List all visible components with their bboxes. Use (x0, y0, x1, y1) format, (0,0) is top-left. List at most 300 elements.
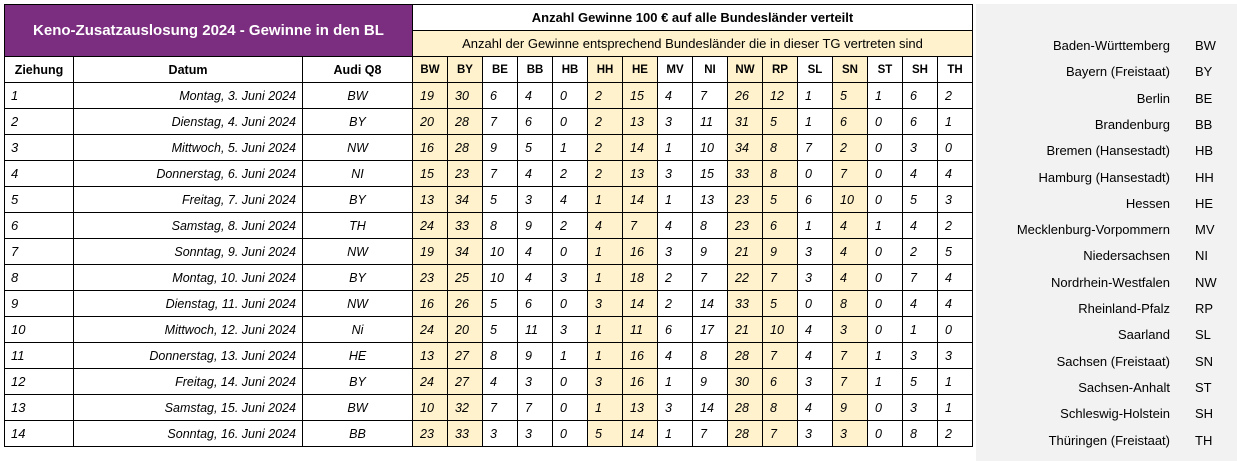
cell-state-value[interactable]: 7 (763, 421, 798, 447)
cell-datum[interactable]: Dienstag, 4. Juni 2024 (74, 109, 303, 135)
cell-state-value[interactable]: 12 (763, 83, 798, 109)
column-header-state[interactable]: BB (518, 57, 553, 83)
cell-state-value[interactable]: 2 (588, 83, 623, 109)
cell-state-value[interactable]: 0 (868, 239, 903, 265)
cell-audi[interactable]: BY (303, 187, 413, 213)
cell-state-value[interactable]: 26 (728, 83, 763, 109)
column-header-state[interactable]: RP (763, 57, 798, 83)
cell-state-value[interactable]: 3 (833, 421, 868, 447)
cell-state-value[interactable]: 17 (693, 317, 728, 343)
cell-state-value[interactable]: 6 (798, 187, 833, 213)
legend-state-code: SL (1195, 327, 1211, 343)
cell-state-value[interactable]: 14 (693, 291, 728, 317)
cell-state-value[interactable]: 5 (938, 239, 973, 265)
cell-state-value[interactable]: 4 (518, 265, 553, 291)
legend-state-code: BE (1195, 90, 1213, 106)
cell-state-value[interactable]: 3 (483, 421, 518, 447)
cell-state-value[interactable]: 5 (833, 83, 868, 109)
cell-state-value[interactable]: 9 (693, 369, 728, 395)
cell-state-value[interactable]: 34 (728, 135, 763, 161)
cell-state-value[interactable]: 7 (693, 421, 728, 447)
cell-ziehung[interactable]: 2 (5, 109, 74, 135)
cell-audi[interactable]: NI (303, 161, 413, 187)
cell-state-value[interactable]: 21 (728, 239, 763, 265)
cell-state-value[interactable]: 2 (938, 213, 973, 239)
column-header-state[interactable]: ST (868, 57, 903, 83)
cell-state-value[interactable]: 7 (483, 161, 518, 187)
cell-state-value[interactable]: 28 (448, 135, 483, 161)
cell-state-value[interactable]: 9 (518, 343, 553, 369)
cell-state-value[interactable]: 0 (553, 395, 588, 421)
cell-audi[interactable]: NW (303, 291, 413, 317)
cell-datum[interactable]: Mittwoch, 5. Juni 2024 (74, 135, 303, 161)
cell-audi[interactable]: BY (303, 265, 413, 291)
cell-audi[interactable]: TH (303, 213, 413, 239)
cell-state-value[interactable]: 2 (588, 161, 623, 187)
cell-state-value[interactable]: 2 (658, 265, 693, 291)
cell-state-value[interactable]: 3 (798, 239, 833, 265)
cell-state-value[interactable]: 4 (798, 317, 833, 343)
cell-datum[interactable]: Donnerstag, 13. Juni 2024 (74, 343, 303, 369)
cell-state-value[interactable]: 3 (903, 395, 938, 421)
column-header-state[interactable]: TH (938, 57, 973, 83)
cell-state-value[interactable]: 0 (868, 395, 903, 421)
cell-state-value[interactable]: 5 (483, 187, 518, 213)
column-header-state[interactable]: SN (833, 57, 868, 83)
cell-state-value[interactable]: 6 (483, 83, 518, 109)
cell-state-value[interactable]: 1 (798, 109, 833, 135)
cell-state-value[interactable]: 4 (833, 213, 868, 239)
cell-state-value[interactable]: 4 (588, 213, 623, 239)
cell-state-value[interactable]: 0 (868, 109, 903, 135)
cell-ziehung[interactable]: 9 (5, 291, 74, 317)
cell-state-value[interactable]: 5 (763, 187, 798, 213)
cell-state-value[interactable]: 7 (483, 395, 518, 421)
cell-state-value[interactable]: 10 (833, 187, 868, 213)
cell-state-value[interactable]: 1 (658, 135, 693, 161)
cell-state-value[interactable]: 3 (553, 317, 588, 343)
cell-state-value[interactable]: 6 (903, 83, 938, 109)
cell-state-value[interactable]: 16 (413, 135, 448, 161)
cell-state-value[interactable]: 34 (448, 239, 483, 265)
cell-state-value[interactable]: 13 (623, 109, 658, 135)
cell-state-value[interactable]: 22 (728, 265, 763, 291)
cell-state-value[interactable]: 14 (623, 421, 658, 447)
cell-state-value[interactable]: 5 (483, 317, 518, 343)
cell-state-value[interactable]: 4 (658, 343, 693, 369)
cell-ziehung[interactable]: 8 (5, 265, 74, 291)
cell-state-value[interactable]: 27 (448, 343, 483, 369)
cell-state-value[interactable]: 3 (658, 109, 693, 135)
cell-state-value[interactable]: 28 (728, 343, 763, 369)
cell-state-value[interactable]: 4 (798, 343, 833, 369)
legend-state-code: HH (1195, 169, 1214, 185)
cell-state-value[interactable]: 5 (518, 135, 553, 161)
cell-audi[interactable]: BY (303, 369, 413, 395)
cell-state-value[interactable]: 1 (588, 395, 623, 421)
cell-state-value[interactable]: 2 (553, 213, 588, 239)
cell-ziehung[interactable]: 10 (5, 317, 74, 343)
cell-state-value[interactable]: 5 (903, 187, 938, 213)
cell-state-value[interactable]: 18 (623, 265, 658, 291)
cell-audi[interactable]: BW (303, 83, 413, 109)
cell-state-value[interactable]: 24 (413, 317, 448, 343)
cell-state-value[interactable]: 4 (798, 395, 833, 421)
cell-state-value[interactable]: 0 (868, 265, 903, 291)
cell-state-value[interactable]: 3 (588, 369, 623, 395)
column-header-state[interactable]: HE (623, 57, 658, 83)
cell-state-value[interactable]: 8 (903, 421, 938, 447)
legend-item (976, 112, 1237, 138)
cell-state-value[interactable]: 5 (763, 109, 798, 135)
cell-state-value[interactable]: 23 (728, 187, 763, 213)
cell-state-value[interactable]: 1 (868, 213, 903, 239)
cell-audi[interactable]: HE (303, 343, 413, 369)
cell-state-value[interactable]: 7 (483, 109, 518, 135)
cell-state-value[interactable]: 1 (588, 265, 623, 291)
column-header-audi[interactable]: Audi Q8 (303, 57, 413, 83)
cell-state-value[interactable]: 1 (938, 369, 973, 395)
cell-state-value[interactable]: 0 (868, 421, 903, 447)
cell-state-value[interactable]: 13 (693, 187, 728, 213)
cell-state-value[interactable]: 3 (518, 187, 553, 213)
cell-state-value[interactable]: 5 (483, 291, 518, 317)
cell-state-value[interactable]: 11 (518, 317, 553, 343)
legend-state-code: SN (1195, 353, 1214, 369)
cell-state-value[interactable]: 2 (588, 109, 623, 135)
cell-audi[interactable]: NW (303, 135, 413, 161)
cell-state-value[interactable]: 4 (903, 291, 938, 317)
cell-state-value[interactable]: 8 (693, 213, 728, 239)
cell-state-value[interactable]: 34 (448, 187, 483, 213)
cell-state-value[interactable]: 1 (588, 239, 623, 265)
cell-state-value[interactable]: 30 (448, 83, 483, 109)
cell-state-value[interactable]: 7 (763, 343, 798, 369)
cell-state-value[interactable]: 4 (903, 161, 938, 187)
cell-state-value[interactable]: 6 (763, 369, 798, 395)
cell-state-value[interactable]: 7 (518, 395, 553, 421)
cell-state-value[interactable]: 28 (448, 109, 483, 135)
cell-state-value[interactable]: 1 (553, 135, 588, 161)
cell-state-value[interactable]: 13 (623, 395, 658, 421)
cell-state-value[interactable]: 0 (553, 421, 588, 447)
cell-state-value[interactable]: 0 (798, 291, 833, 317)
cell-state-value[interactable]: 8 (483, 213, 518, 239)
cell-state-value[interactable]: 33 (448, 213, 483, 239)
cell-state-value[interactable]: 3 (658, 239, 693, 265)
cell-state-value[interactable]: 1 (868, 369, 903, 395)
cell-state-value[interactable]: 3 (553, 265, 588, 291)
cell-state-value[interactable]: 7 (833, 161, 868, 187)
cell-state-value[interactable]: 7 (833, 369, 868, 395)
cell-state-value[interactable]: 4 (833, 239, 868, 265)
cell-state-value[interactable]: 3 (518, 421, 553, 447)
cell-state-value[interactable]: 1 (868, 343, 903, 369)
cell-ziehung[interactable]: 5 (5, 187, 74, 213)
cell-state-value[interactable]: 8 (763, 161, 798, 187)
legend-state-name: Bayern (Freistaat) (1065, 64, 1170, 80)
cell-state-value[interactable]: 0 (868, 291, 903, 317)
cell-state-value[interactable]: 13 (623, 161, 658, 187)
column-header-state[interactable]: BY (448, 57, 483, 83)
cell-state-value[interactable]: 3 (798, 421, 833, 447)
cell-state-value[interactable]: 7 (798, 135, 833, 161)
cell-datum[interactable]: Donnerstag, 6. Juni 2024 (74, 161, 303, 187)
cell-state-value[interactable]: 16 (413, 291, 448, 317)
cell-state-value[interactable]: 4 (518, 83, 553, 109)
column-header-state[interactable]: BE (483, 57, 518, 83)
cell-state-value[interactable]: 16 (623, 343, 658, 369)
cell-ziehung[interactable]: 4 (5, 161, 74, 187)
cell-state-value[interactable]: 8 (833, 291, 868, 317)
cell-state-value[interactable]: 1 (938, 109, 973, 135)
cell-state-value[interactable]: 0 (553, 239, 588, 265)
cell-datum[interactable]: Sonntag, 9. Juni 2024 (74, 239, 303, 265)
cell-state-value[interactable]: 1 (588, 187, 623, 213)
cell-state-value[interactable]: 10 (483, 239, 518, 265)
cell-state-value[interactable]: 23 (413, 265, 448, 291)
cell-state-value[interactable]: 1 (798, 213, 833, 239)
cell-ziehung[interactable]: 12 (5, 369, 74, 395)
cell-state-value[interactable]: 16 (623, 239, 658, 265)
cell-ziehung[interactable]: 13 (5, 395, 74, 421)
cell-state-value[interactable]: 10 (763, 317, 798, 343)
cell-state-value[interactable]: 21 (728, 317, 763, 343)
column-header-state[interactable]: BW (413, 57, 448, 83)
column-header-state[interactable]: HB (553, 57, 588, 83)
cell-datum[interactable]: Freitag, 14. Juni 2024 (74, 369, 303, 395)
cell-state-value[interactable]: 6 (903, 109, 938, 135)
cell-state-value[interactable]: 0 (553, 291, 588, 317)
column-header-state[interactable]: SL (798, 57, 833, 83)
cell-state-value[interactable]: 14 (623, 291, 658, 317)
column-header-state[interactable]: NI (693, 57, 728, 83)
cell-ziehung[interactable]: 14 (5, 421, 74, 447)
cell-state-value[interactable]: 20 (413, 109, 448, 135)
cell-state-value[interactable]: 7 (623, 213, 658, 239)
cell-state-value[interactable]: 15 (623, 83, 658, 109)
cell-state-value[interactable]: 4 (518, 161, 553, 187)
column-header-state[interactable]: SH (903, 57, 938, 83)
cell-datum[interactable]: Montag, 3. Juni 2024 (74, 83, 303, 109)
cell-state-value[interactable]: 23 (728, 213, 763, 239)
cell-state-value[interactable]: 0 (868, 135, 903, 161)
cell-state-value[interactable]: 2 (938, 83, 973, 109)
cell-state-value[interactable]: 4 (658, 83, 693, 109)
cell-state-value[interactable]: 1 (658, 369, 693, 395)
cell-state-value[interactable]: 2 (553, 161, 588, 187)
cell-state-value[interactable]: 11 (623, 317, 658, 343)
cell-state-value[interactable]: 19 (413, 83, 448, 109)
cell-state-value[interactable]: 1 (588, 343, 623, 369)
cell-state-value[interactable]: 10 (483, 265, 518, 291)
cell-state-value[interactable]: 2 (833, 135, 868, 161)
cell-audi[interactable]: BY (303, 109, 413, 135)
cell-state-value[interactable]: 11 (693, 109, 728, 135)
cell-state-value[interactable]: 4 (903, 213, 938, 239)
legend-state-name: Sachsen (Freistaat) (1056, 353, 1170, 369)
cell-state-value[interactable]: 7 (833, 343, 868, 369)
table-row (5, 135, 973, 161)
cell-state-value[interactable]: 3 (798, 265, 833, 291)
cell-state-value[interactable]: 6 (763, 213, 798, 239)
cell-state-value[interactable]: 8 (763, 395, 798, 421)
cell-state-value[interactable]: 3 (938, 187, 973, 213)
cell-state-value[interactable]: 4 (938, 161, 973, 187)
column-header-datum[interactable]: Datum (74, 57, 303, 83)
cell-state-value[interactable]: 13 (413, 343, 448, 369)
cell-datum[interactable]: Samstag, 8. Juni 2024 (74, 213, 303, 239)
cell-state-value[interactable]: 2 (938, 421, 973, 447)
cell-state-value[interactable]: 15 (693, 161, 728, 187)
cell-state-value[interactable]: 3 (658, 161, 693, 187)
legend-state-name: Schleswig-Holstein (1060, 406, 1170, 422)
cell-state-value[interactable]: 33 (728, 291, 763, 317)
cell-state-value[interactable]: 19 (413, 239, 448, 265)
table-row (5, 291, 973, 317)
cell-state-value[interactable]: 4 (833, 265, 868, 291)
cell-state-value[interactable]: 9 (763, 239, 798, 265)
cell-audi[interactable]: NW (303, 239, 413, 265)
cell-datum[interactable]: Mittwoch, 12. Juni 2024 (74, 317, 303, 343)
cell-state-value[interactable]: 3 (903, 135, 938, 161)
cell-state-value[interactable]: 7 (693, 265, 728, 291)
cell-state-value[interactable]: 13 (413, 187, 448, 213)
cell-state-value[interactable]: 1 (903, 317, 938, 343)
cell-state-value[interactable]: 20 (448, 317, 483, 343)
cell-state-value[interactable]: 24 (413, 213, 448, 239)
cell-state-value[interactable]: 2 (903, 239, 938, 265)
cell-state-value[interactable]: 4 (658, 213, 693, 239)
cell-datum[interactable]: Samstag, 15. Juni 2024 (74, 395, 303, 421)
legend-item (976, 191, 1237, 217)
cell-state-value[interactable]: 3 (518, 369, 553, 395)
cell-state-value[interactable]: 23 (413, 421, 448, 447)
cell-state-value[interactable]: 33 (448, 421, 483, 447)
cell-state-value[interactable]: 1 (938, 395, 973, 421)
cell-state-value[interactable]: 15 (413, 161, 448, 187)
cell-state-value[interactable]: 23 (448, 161, 483, 187)
cell-ziehung[interactable]: 1 (5, 83, 74, 109)
cell-state-value[interactable]: 5 (903, 369, 938, 395)
cell-state-value[interactable]: 0 (868, 317, 903, 343)
cell-datum[interactable]: Sonntag, 16. Juni 2024 (74, 421, 303, 447)
cell-state-value[interactable]: 2 (658, 291, 693, 317)
cell-audi[interactable]: BB (303, 421, 413, 447)
cell-state-value[interactable]: 6 (518, 291, 553, 317)
cell-state-value[interactable]: 8 (763, 135, 798, 161)
cell-state-value[interactable]: 2 (588, 135, 623, 161)
cell-state-value[interactable]: 7 (903, 265, 938, 291)
cell-ziehung[interactable]: 6 (5, 213, 74, 239)
cell-state-value[interactable]: 3 (588, 291, 623, 317)
cell-state-value[interactable]: 4 (518, 239, 553, 265)
cell-state-value[interactable]: 9 (518, 213, 553, 239)
cell-state-value[interactable]: 3 (798, 369, 833, 395)
cell-audi[interactable]: Ni (303, 317, 413, 343)
cell-ziehung[interactable]: 11 (5, 343, 74, 369)
cell-state-value[interactable]: 0 (938, 135, 973, 161)
cell-state-value[interactable]: 14 (623, 135, 658, 161)
cell-state-value[interactable]: 28 (728, 421, 763, 447)
cell-state-value[interactable]: 9 (833, 395, 868, 421)
cell-state-value[interactable]: 0 (868, 187, 903, 213)
cell-state-value[interactable]: 5 (763, 291, 798, 317)
cell-state-value[interactable]: 26 (448, 291, 483, 317)
cell-state-value[interactable]: 0 (553, 109, 588, 135)
cell-state-value[interactable]: 6 (518, 109, 553, 135)
cell-state-value[interactable]: 7 (693, 83, 728, 109)
cell-state-value[interactable]: 30 (728, 369, 763, 395)
column-header-state[interactable]: NW (728, 57, 763, 83)
cell-state-value[interactable]: 9 (693, 239, 728, 265)
cell-state-value[interactable]: 25 (448, 265, 483, 291)
cell-state-value[interactable]: 0 (868, 161, 903, 187)
table-row (5, 395, 973, 421)
cell-audi[interactable]: BW (303, 395, 413, 421)
column-header-state[interactable]: MV (658, 57, 693, 83)
cell-state-value[interactable]: 3 (833, 317, 868, 343)
cell-state-value[interactable]: 33 (728, 161, 763, 187)
cell-state-value[interactable]: 0 (553, 83, 588, 109)
cell-state-value[interactable]: 6 (658, 317, 693, 343)
cell-state-value[interactable]: 27 (448, 369, 483, 395)
column-header-state[interactable]: HH (588, 57, 623, 83)
cell-state-value[interactable]: 8 (693, 343, 728, 369)
cell-state-value[interactable]: 1 (658, 187, 693, 213)
cell-state-value[interactable]: 0 (798, 161, 833, 187)
cell-state-value[interactable]: 6 (833, 109, 868, 135)
cell-state-value[interactable]: 1 (588, 317, 623, 343)
cell-state-value[interactable]: 0 (938, 317, 973, 343)
cell-ziehung[interactable]: 3 (5, 135, 74, 161)
cell-state-value[interactable]: 4 (553, 187, 588, 213)
cell-state-value[interactable]: 7 (763, 265, 798, 291)
cell-state-value[interactable]: 0 (553, 369, 588, 395)
cell-state-value[interactable]: 28 (728, 395, 763, 421)
cell-state-value[interactable]: 9 (483, 135, 518, 161)
cell-state-value[interactable]: 5 (588, 421, 623, 447)
cell-state-value[interactable]: 1 (553, 343, 588, 369)
cell-state-value[interactable]: 10 (693, 135, 728, 161)
legend-state-code: HE (1195, 195, 1214, 211)
cell-state-value[interactable]: 16 (623, 369, 658, 395)
cell-state-value[interactable]: 4 (938, 265, 973, 291)
cell-state-value[interactable]: 32 (448, 395, 483, 421)
header-state-wins: Anzahl der Gewinne entsprechend Bundesländer die in dieser TG vertreten sind (413, 31, 973, 57)
cell-state-value[interactable]: 1 (798, 83, 833, 109)
cell-state-value[interactable]: 1 (658, 421, 693, 447)
cell-state-value[interactable]: 31 (728, 109, 763, 135)
cell-datum[interactable]: Montag, 10. Juni 2024 (74, 265, 303, 291)
cell-state-value[interactable]: 8 (483, 343, 518, 369)
cell-state-value[interactable]: 4 (938, 291, 973, 317)
cell-datum[interactable]: Dienstag, 11. Juni 2024 (74, 291, 303, 317)
cell-state-value[interactable]: 14 (693, 395, 728, 421)
cell-ziehung[interactable]: 7 (5, 239, 74, 265)
cell-state-value[interactable]: 4 (483, 369, 518, 395)
cell-state-value[interactable]: 1 (868, 83, 903, 109)
cell-state-value[interactable]: 3 (658, 395, 693, 421)
cell-state-value[interactable]: 3 (938, 343, 973, 369)
legend-state-name: Brandenburg (1094, 116, 1170, 132)
cell-state-value[interactable]: 24 (413, 369, 448, 395)
cell-datum[interactable]: Freitag, 7. Juni 2024 (74, 187, 303, 213)
cell-state-value[interactable]: 10 (413, 395, 448, 421)
cell-state-value[interactable]: 14 (623, 187, 658, 213)
column-header-ziehung[interactable]: Ziehung (5, 57, 74, 83)
cell-state-value[interactable]: 3 (903, 343, 938, 369)
